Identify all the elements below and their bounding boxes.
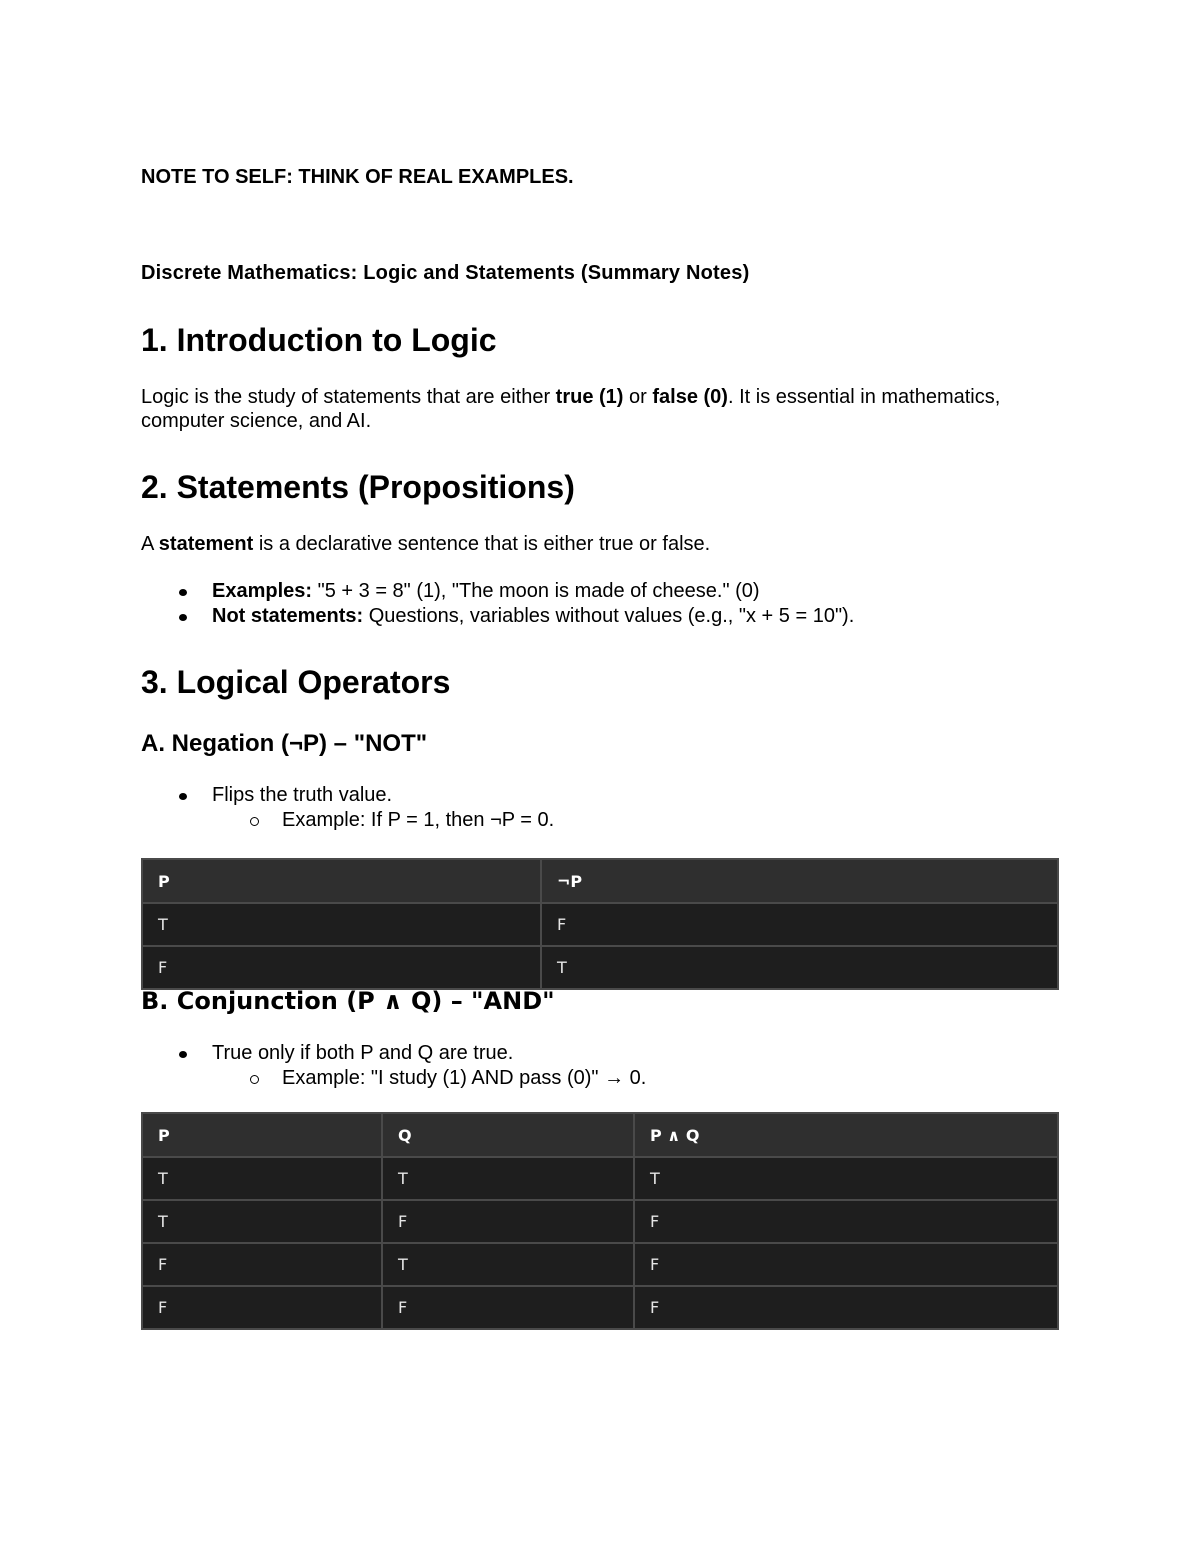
bullet-label: Not statements: — [212, 605, 364, 627]
paragraph-text: Logic is the study of statements that are either — [141, 386, 556, 408]
list-item — [141, 1041, 646, 1066]
table-header-cell: Q — [382, 1113, 634, 1157]
table-header-cell: P — [142, 859, 541, 903]
bullet-label: Examples: — [212, 580, 313, 602]
paragraph-text: A — [141, 533, 159, 555]
paragraph-text: or — [623, 386, 653, 408]
list-item — [141, 604, 854, 629]
list-item — [141, 579, 854, 604]
table-cell: T — [634, 1157, 1058, 1200]
list-item — [141, 783, 554, 808]
table-header-cell: P ∧ Q — [634, 1113, 1058, 1157]
table-cell: T — [382, 1157, 634, 1200]
table-cell: F — [142, 1243, 382, 1286]
bullet-text: Example: If P = 1, then ¬P = 0. — [282, 809, 555, 831]
bullet-text: Flips the truth value. — [212, 784, 393, 806]
bullet-text: Questions, variables without values (e.g., "x + 5 = 10"). — [363, 605, 855, 627]
table-cell: F — [541, 903, 1058, 946]
table-row — [142, 946, 1058, 989]
conjunction-heading: B. Conjunction (P ∧ Q) – "AND" — [141, 987, 555, 1015]
paragraph-text: is a declarative sentence that is either true or false. — [253, 533, 711, 555]
bullet-dot — [179, 614, 187, 621]
table-cell: T — [142, 1157, 382, 1200]
table-cell: T — [142, 903, 541, 946]
bullet-text: Example: "I study (1) AND pass (0)" → 0. — [282, 1067, 647, 1089]
bullet-dot — [179, 1051, 187, 1058]
table-header-cell: ¬P — [541, 859, 1058, 903]
table-header-row — [142, 859, 1058, 903]
table-cell: F — [634, 1243, 1058, 1286]
table-row — [142, 1157, 1058, 1200]
paragraph-text: . It is essential in mathematics, computer science, and AI. — [141, 386, 1001, 432]
note-to-self: NOTE TO SELF: THINK OF REAL EXAMPLES. — [141, 166, 574, 188]
statement-word: statement — [158, 533, 254, 555]
table-cell: F — [382, 1200, 634, 1243]
table-cell: T — [382, 1243, 634, 1286]
sub-list-item — [141, 808, 554, 833]
section-2-paragraph — [141, 532, 1041, 556]
table-row — [142, 903, 1058, 946]
conjunction-truth-table — [141, 1112, 1059, 1330]
negation-bullet-list — [141, 783, 554, 833]
table-cell: F — [382, 1286, 634, 1329]
bullet-dot — [179, 589, 187, 596]
table-cell: F — [634, 1286, 1058, 1329]
sub-bullet-circle — [250, 817, 259, 826]
section-2-bullet-list — [141, 579, 854, 629]
table-cell: F — [142, 946, 541, 989]
negation-heading: A. Negation (¬P) – "NOT" — [141, 730, 428, 757]
table-row — [142, 1286, 1058, 1329]
section-1-heading: 1. Introduction to Logic — [141, 322, 497, 358]
false-label: false (0) — [652, 386, 728, 408]
bullet-dot — [179, 793, 187, 800]
true-label: true (1) — [555, 386, 624, 408]
table-row — [142, 1200, 1058, 1243]
sub-bullet-circle — [250, 1075, 259, 1084]
section-3-heading: 3. Logical Operators — [141, 664, 451, 700]
table-cell: T — [541, 946, 1058, 989]
bullet-text: True only if both P and Q are true. — [212, 1042, 514, 1064]
sub-list-item — [141, 1066, 646, 1091]
table-cell: F — [142, 1286, 382, 1329]
table-cell: F — [634, 1200, 1058, 1243]
table-row — [142, 1243, 1058, 1286]
conjunction-bullet-list — [141, 1041, 646, 1091]
table-cell: T — [142, 1200, 382, 1243]
bullet-text: "5 + 3 = 8" (1), "The moon is made of cheese." (0) — [312, 580, 760, 602]
negation-truth-table — [141, 858, 1059, 990]
document-title: Discrete Mathematics: Logic and Statements (Summary Notes) — [141, 262, 750, 284]
section-1-paragraph — [141, 385, 1041, 433]
section-2-heading: 2. Statements (Propositions) — [141, 469, 575, 505]
table-header-row — [142, 1113, 1058, 1157]
table-header-cell: P — [142, 1113, 382, 1157]
